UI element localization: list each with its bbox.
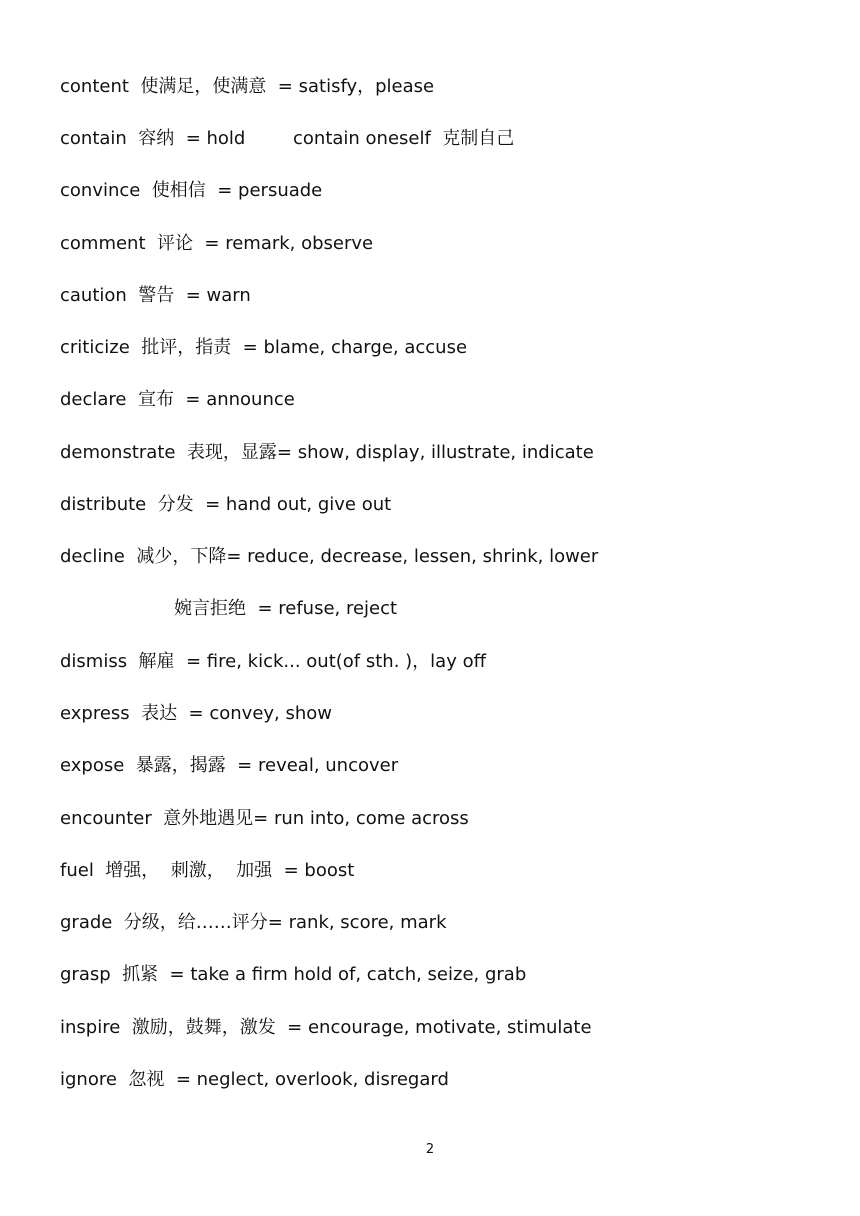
- entry-expose: expose 暴露，揭露 = reveal, uncover: [60, 755, 399, 776]
- entry-distribute: distribute 分发 = hand out, give out: [60, 494, 392, 515]
- entry-criticize: criticize 批评，指责 = blame, charge, accuse: [60, 337, 468, 358]
- entry-fuel: fuel 增强， 刺激， 加强 = boost: [60, 860, 355, 881]
- entry-grade: grade 分级，给……评分= rank, score, mark: [60, 912, 447, 933]
- entry-declare: declare 宣布 = announce: [60, 389, 295, 410]
- entry-encounter: encounter 意外地遇见= run into, come across: [60, 808, 469, 829]
- entry-convince: convince 使相信 = persuade: [60, 180, 323, 201]
- entry-decline-second-meaning: 婉言拒绝 = refuse, reject: [174, 598, 398, 619]
- entry-comment: comment 评论 = remark, observe: [60, 233, 374, 254]
- entry-caution: caution 警告 = warn: [60, 285, 251, 306]
- entry-decline: decline 减少，下降= reduce, decrease, lessen, shrink, lower: [60, 546, 599, 567]
- entry-ignore: ignore 忽视 = neglect, overlook, disregard: [60, 1069, 449, 1090]
- entry-contain: contain 容纳 = hold: [60, 128, 246, 149]
- entry-inspire: inspire 激励，鼓舞，激发 = encourage, motivate, stimulate: [60, 1017, 592, 1038]
- entry-contain-oneself: contain oneself 克制自己: [293, 128, 515, 149]
- entry-demonstrate: demonstrate 表现，显露= show, display, illustrate, indicate: [60, 442, 594, 463]
- entry-content: content 使满足，使满意 = satisfy，please: [60, 76, 435, 97]
- entry-dismiss: dismiss 解雇 = fire, kick... out(of sth. )，lay off: [60, 651, 486, 672]
- page-number: 2: [425, 1142, 435, 1157]
- entry-grasp: grasp 抓紧 = take a firm hold of, catch, seize, grab: [60, 964, 527, 985]
- entry-express: express 表达 = convey, show: [60, 703, 333, 724]
